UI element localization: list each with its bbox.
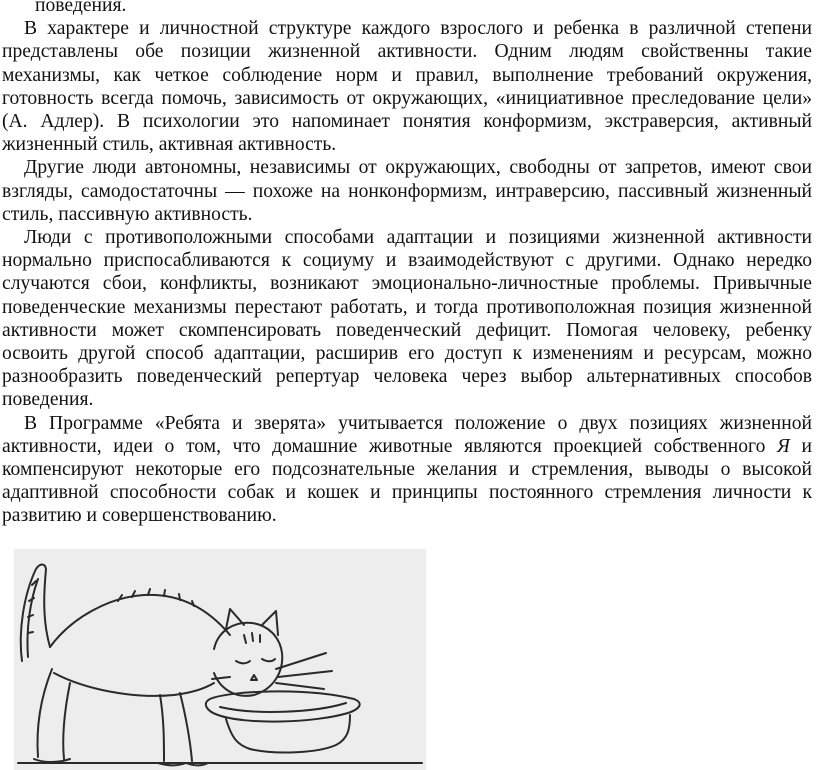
cat-illustration xyxy=(14,549,426,770)
cat-drinking-icon xyxy=(14,549,426,770)
paragraph-continuation: поведения. xyxy=(35,0,127,16)
paragraph-activity-positions: В характере и личностной структуре каждого взрослого и ребенка в различной степени представлены обе позиции жизненной активности. Одним людям свойственны такие механизмы, как четкое соблюдение норм и правил, выполнение требований окружения, готовность всегда помочь, зависимость от окружающих, «инициативное преследование цели» (А. Адлер). В психологии это напоминает понятия конформизм, экстраверсия, активный жизненный стиль, активная активность. xyxy=(2,18,812,156)
paragraph-adaptation: Люди с противоположными способами адаптации и позициями жизненной активности нормально приспосабливаются к социуму и взаимодействуют с другими. Однако нередко случаются сбои, конфликты, возникают эмоционально-личностные проблемы. Привычные поведенческие механизмы перестают работать, и тогда противоположная позиция жизненной активности может скомпенсировать поведенческий дефицит. Помогая человеку, ребенку освоить другой способ адаптации, расширив его доступ к изменениям и ресурсам, можно разнообразить поведенческий репертуар человека через выбор альтернативных способов поведения. xyxy=(2,227,812,411)
paragraph-program-part-1: В Программе «Ребята и зверята» учитывается положение о двух позициях жизненной активности, идеи о том, что домашние животные являются проекцией собственного xyxy=(2,412,812,457)
body-text xyxy=(2,0,812,528)
paragraph-program-part-2: и компенсируют некоторые его подсознательные желания и стремления, выводы о высокой адаптивной способности собак и кошек и принципы постоянного стремления личности к развитию и совершенствованию. xyxy=(2,435,812,527)
paragraph-autonomous-people: Другие люди автономны, независимы от окружающих, свободны от запретов, имеют свои взгляды, самодостаточны — похоже на нонконформизм, интраверсию, пассивный жизненный стиль, пассивную активность. xyxy=(2,157,812,225)
paragraph-program-italic-ya: Я xyxy=(777,435,790,457)
paragraph-program xyxy=(2,412,812,528)
